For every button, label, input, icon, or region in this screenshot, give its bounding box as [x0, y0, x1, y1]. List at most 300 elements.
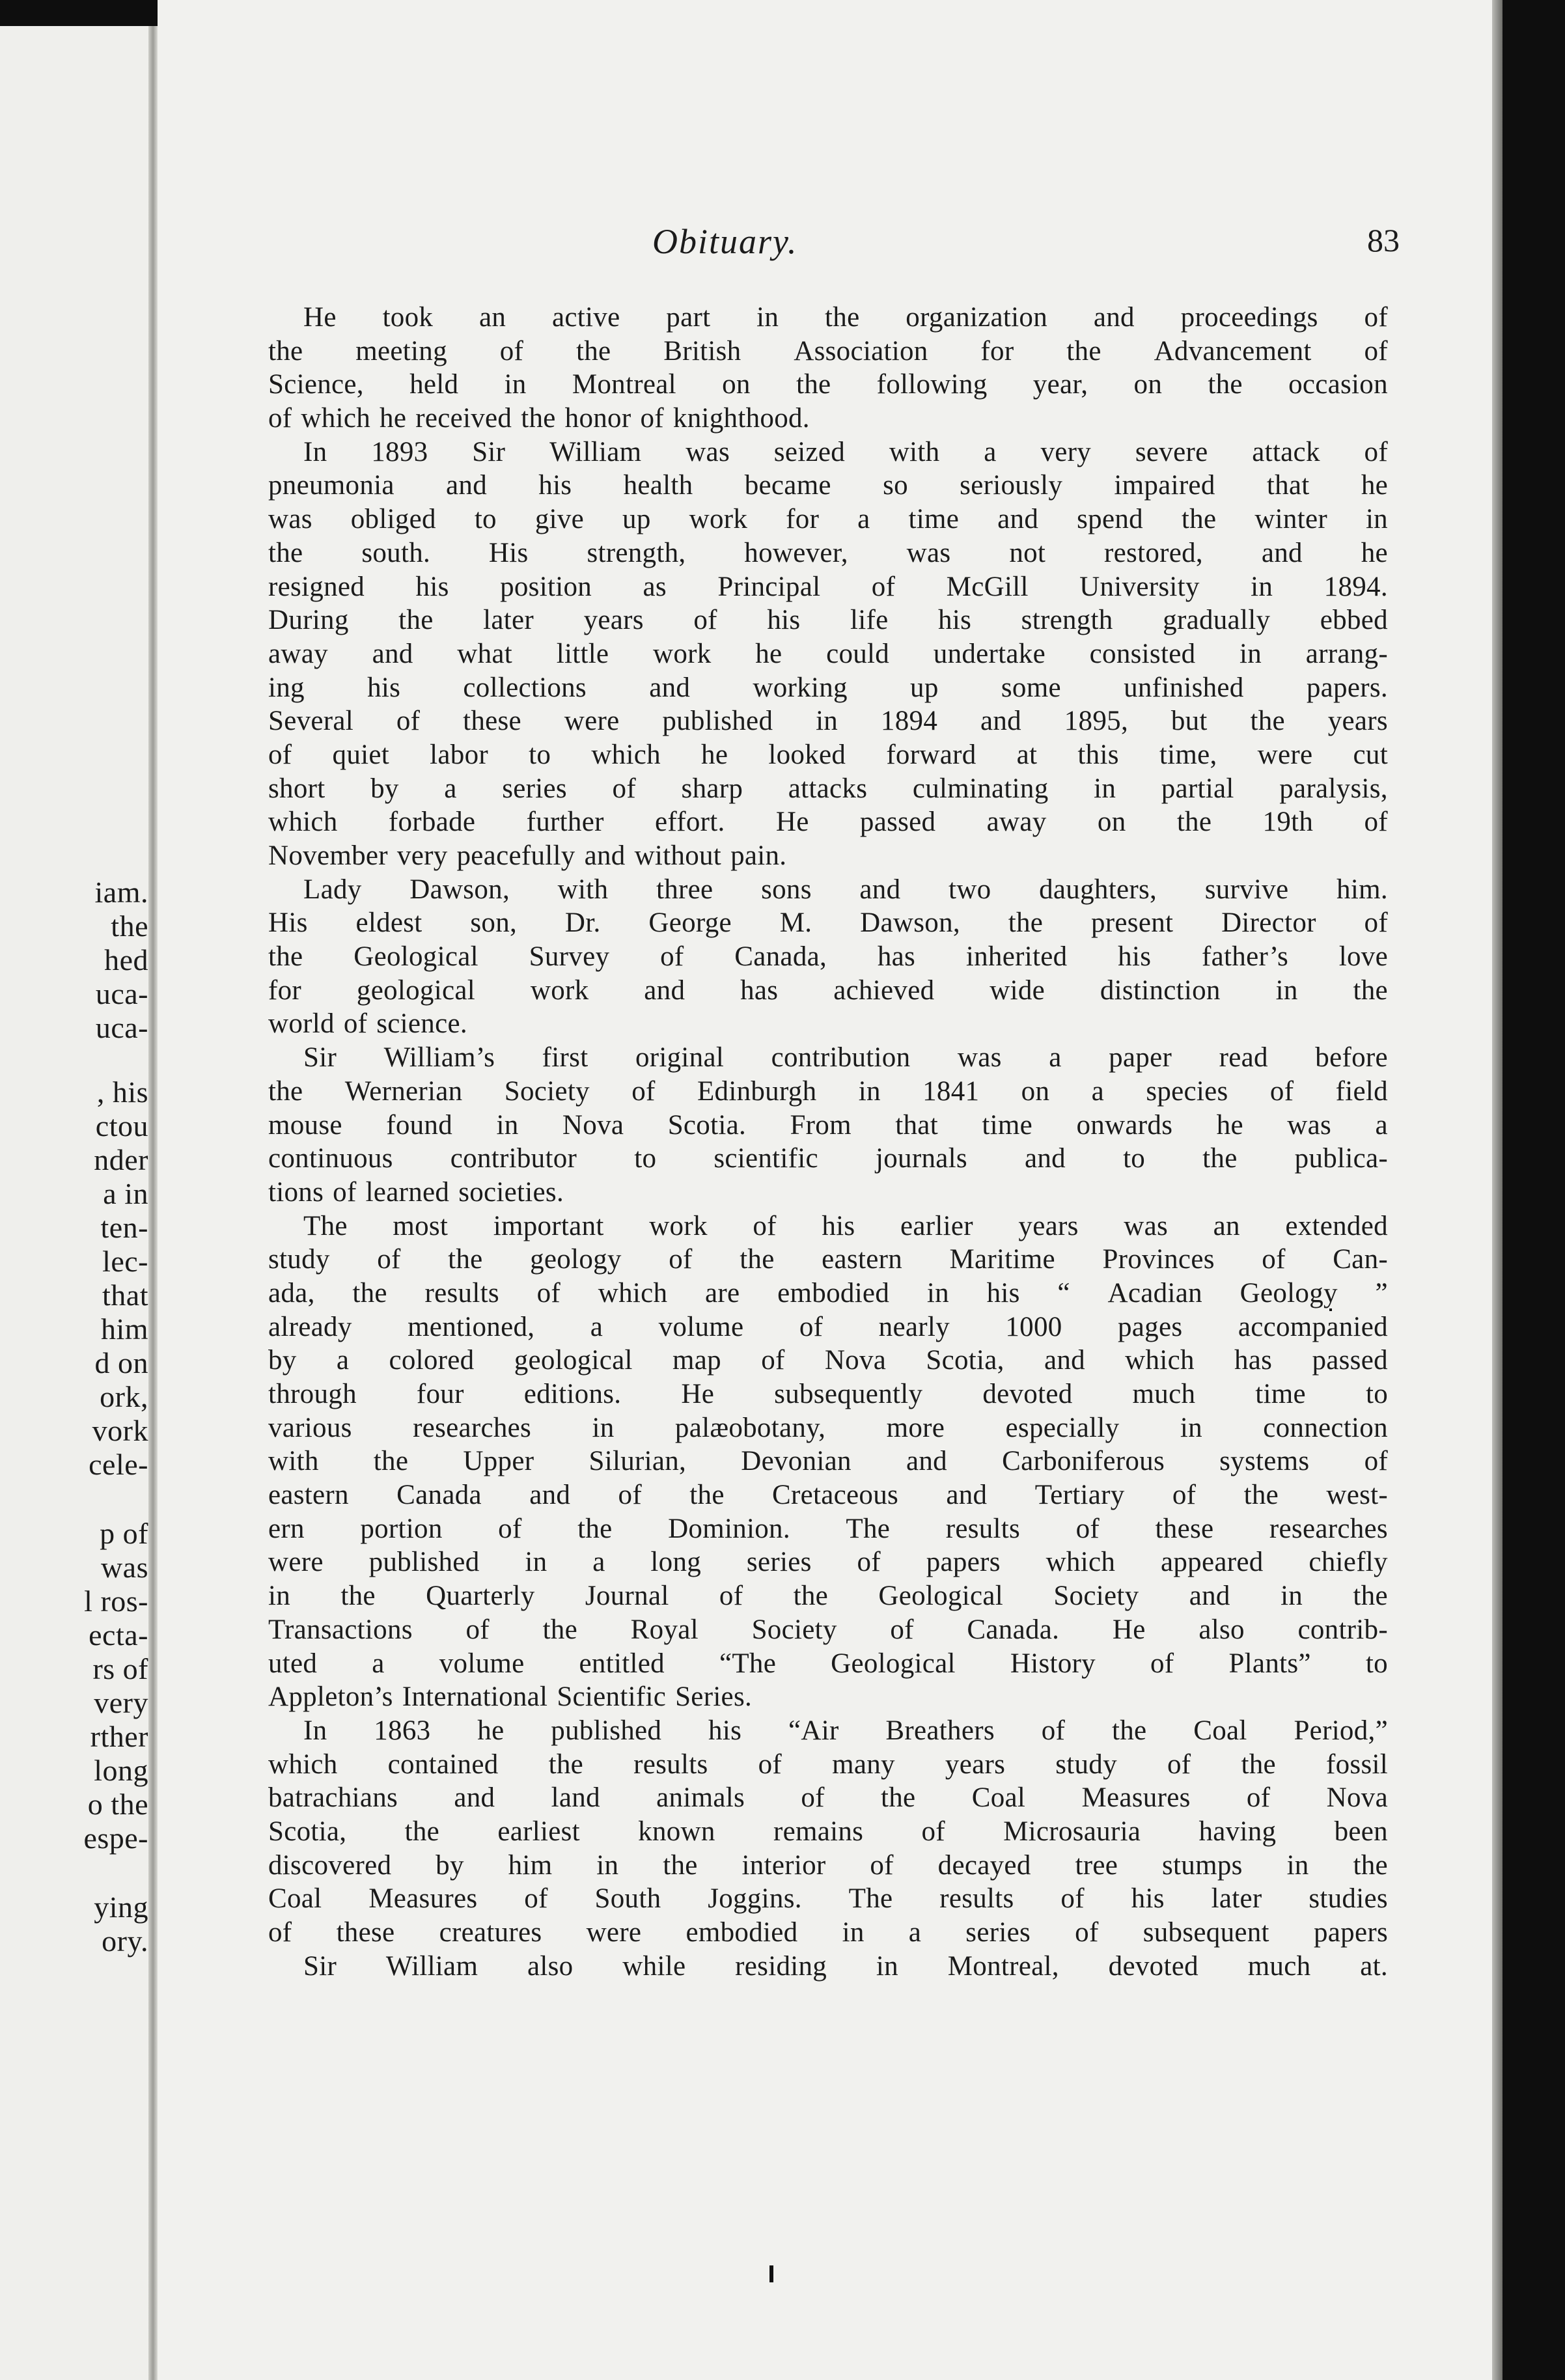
- word: proceedings: [1180, 302, 1318, 333]
- word: papers: [1313, 1917, 1388, 1948]
- text-line: [268, 368, 1388, 402]
- word: the: [740, 1244, 775, 1275]
- word: paralysis,: [1279, 773, 1388, 804]
- word: peacefully: [456, 840, 575, 871]
- text-line: [268, 1142, 1388, 1176]
- word: in: [926, 1277, 949, 1308]
- left-page-fragment: uca-: [95, 1011, 148, 1044]
- word: of: [761, 1345, 785, 1376]
- word: Upper: [463, 1446, 534, 1477]
- word: He: [303, 302, 337, 333]
- word: stumps: [1162, 1849, 1243, 1881]
- word: him.: [1336, 874, 1388, 905]
- word: Tertiary: [1034, 1480, 1125, 1511]
- left-page-fragment: espe-: [83, 1821, 148, 1855]
- word: following: [876, 369, 988, 400]
- word: already: [268, 1311, 352, 1342]
- word: to: [1365, 1379, 1388, 1409]
- word: of: [1269, 1075, 1294, 1107]
- word: he: [1361, 537, 1388, 568]
- word: wide: [990, 975, 1046, 1006]
- word: portion: [360, 1513, 443, 1544]
- word: Coal: [971, 1782, 1026, 1814]
- word: attacks: [788, 773, 868, 804]
- word: many: [832, 1749, 895, 1780]
- word: his: [822, 1210, 855, 1241]
- word: in: [1365, 504, 1388, 535]
- word: the: [268, 537, 303, 568]
- word: knighthood.: [672, 403, 810, 434]
- word: spend: [1077, 504, 1143, 535]
- word: onwards: [1076, 1109, 1173, 1141]
- word: He: [681, 1379, 715, 1409]
- word: series: [502, 773, 567, 804]
- word: the: [825, 302, 860, 333]
- word: In: [303, 436, 327, 467]
- word: results: [633, 1749, 708, 1780]
- word: winter: [1254, 504, 1327, 535]
- word: residing: [735, 1950, 827, 1982]
- word: geological: [514, 1345, 633, 1376]
- text-line: [268, 839, 1388, 873]
- word: and: [372, 638, 413, 669]
- word: also: [1198, 1614, 1245, 1645]
- word: of: [1172, 1480, 1197, 1511]
- word: in: [858, 1075, 881, 1107]
- word: his: [767, 605, 801, 636]
- word: and: [859, 874, 901, 905]
- word: occasion: [1288, 369, 1388, 400]
- word: History: [1010, 1648, 1096, 1679]
- word: on: [1097, 807, 1126, 838]
- word: time,: [1159, 739, 1217, 770]
- word: four: [416, 1379, 464, 1409]
- word: and: [1044, 1345, 1085, 1376]
- word: the: [1353, 1849, 1388, 1881]
- left-page-fragment: ory.: [102, 1924, 148, 1958]
- word: colored: [389, 1345, 475, 1376]
- word: at.: [1360, 1950, 1388, 1982]
- word: From: [790, 1109, 852, 1141]
- word: “Air: [788, 1715, 839, 1746]
- word: the: [521, 403, 556, 434]
- text-line: [268, 1950, 1388, 1984]
- word: eastern: [268, 1480, 349, 1511]
- word: Montreal,: [947, 1950, 1059, 1982]
- word: restored,: [1104, 537, 1203, 568]
- word: a: [1091, 1075, 1104, 1107]
- word: Carboniferous: [1002, 1446, 1165, 1477]
- word: Dominion.: [668, 1513, 790, 1544]
- word: contribution: [771, 1042, 911, 1073]
- text-line: [268, 1545, 1388, 1579]
- word: very: [1040, 436, 1092, 467]
- word: connection: [1263, 1412, 1388, 1443]
- word: earlier: [900, 1210, 973, 1241]
- word: two: [949, 874, 991, 905]
- word: researches: [1269, 1513, 1388, 1544]
- left-page-fragment: ctou: [95, 1109, 148, 1142]
- word: William: [549, 436, 642, 467]
- word: volume: [658, 1311, 744, 1342]
- word: him: [508, 1849, 553, 1881]
- word: was: [906, 537, 951, 568]
- word: eastern: [822, 1244, 902, 1275]
- word: much: [1247, 1950, 1311, 1982]
- word: work: [652, 638, 712, 669]
- page-fold: [148, 26, 158, 2380]
- word: his: [1118, 941, 1152, 973]
- word: so: [883, 470, 908, 501]
- word: a: [857, 504, 870, 535]
- word: Lady: [303, 874, 362, 905]
- word: Devonian: [741, 1446, 852, 1477]
- word: Royal: [630, 1614, 699, 1645]
- word: of: [1262, 1244, 1286, 1275]
- word: Appleton’s: [268, 1681, 393, 1713]
- word: position: [500, 571, 592, 602]
- word: what: [457, 638, 513, 669]
- word: of: [268, 403, 292, 434]
- word: years: [1018, 1210, 1079, 1241]
- text-line: [268, 1243, 1388, 1277]
- word: and: [946, 1480, 988, 1511]
- left-page-fragment: very: [94, 1686, 148, 1719]
- word: His: [488, 537, 529, 568]
- word: inherited: [965, 941, 1068, 973]
- word: first: [542, 1042, 589, 1073]
- word: love: [1338, 941, 1388, 973]
- word: meeting: [355, 335, 447, 367]
- word: George: [648, 907, 732, 939]
- word: “The: [719, 1648, 777, 1679]
- word: strength,: [587, 537, 686, 568]
- word: most: [393, 1210, 449, 1241]
- word: while: [622, 1950, 686, 1982]
- text-line: [268, 1041, 1388, 1075]
- word: the: [268, 335, 303, 367]
- word: little: [556, 638, 609, 669]
- word: the: [352, 1277, 387, 1308]
- word: of: [1246, 1782, 1271, 1814]
- word: Principal: [717, 571, 821, 602]
- word: were: [564, 706, 620, 737]
- word: seriously: [960, 470, 1063, 501]
- word: the: [1202, 1143, 1238, 1174]
- word: for: [786, 504, 820, 535]
- word: devoted: [982, 1379, 1073, 1409]
- page-number: 83: [1367, 222, 1400, 258]
- text-line: [268, 671, 1388, 705]
- left-page-fragment: ten-: [100, 1211, 148, 1244]
- word: up: [622, 504, 651, 535]
- word: without: [634, 840, 722, 871]
- word: volume: [439, 1648, 525, 1679]
- word: found: [386, 1109, 453, 1141]
- word: health: [623, 470, 693, 501]
- word: on: [722, 369, 751, 400]
- word: a: [1375, 1109, 1388, 1141]
- word: Association: [794, 335, 928, 367]
- word: Wernerian: [344, 1075, 463, 1107]
- word: nearly: [878, 1311, 950, 1342]
- word: Survey: [529, 941, 610, 973]
- word: Nova: [824, 1345, 887, 1376]
- word: original: [635, 1042, 725, 1073]
- word: the: [793, 1581, 829, 1612]
- word: could: [826, 638, 890, 669]
- word: seized: [773, 436, 846, 467]
- left-page-fragment: the: [111, 909, 148, 943]
- word: map: [672, 1345, 721, 1376]
- word: and: [1261, 537, 1303, 568]
- text-line: [268, 1478, 1388, 1512]
- word: Society: [504, 1075, 590, 1107]
- word: distinction: [1100, 975, 1221, 1006]
- word: later: [483, 605, 534, 636]
- word: also: [527, 1950, 574, 1982]
- text-line: [268, 974, 1388, 1008]
- text-line: [268, 1849, 1388, 1883]
- word: long: [650, 1547, 702, 1578]
- word: contrib-: [1297, 1614, 1388, 1645]
- word: of: [1364, 436, 1388, 467]
- word: British: [663, 335, 741, 367]
- word: work: [649, 1210, 708, 1241]
- word: Nova: [1326, 1782, 1388, 1814]
- word: Sir: [303, 1950, 337, 1982]
- ink-speck: [769, 2265, 773, 2282]
- word: sharp: [681, 773, 743, 804]
- word: Director: [1221, 907, 1316, 939]
- word: father’s: [1202, 941, 1288, 973]
- word: paper: [1109, 1042, 1172, 1073]
- word: 1895,: [1064, 706, 1128, 737]
- text-line: [268, 637, 1388, 671]
- left-page-fragment: a in: [103, 1177, 148, 1210]
- word: Edinburgh: [697, 1075, 817, 1107]
- word: a: [372, 1648, 385, 1679]
- word: Sir: [303, 1042, 337, 1073]
- word: discovered: [268, 1849, 392, 1881]
- word: Canada,: [734, 941, 827, 973]
- word: of: [536, 1277, 561, 1308]
- word: the: [689, 1480, 725, 1511]
- word: the: [1353, 1581, 1388, 1612]
- word: quiet: [332, 739, 390, 770]
- word: Coal: [268, 1883, 322, 1915]
- word: of: [1075, 1513, 1100, 1544]
- word: of: [1364, 807, 1388, 838]
- word: especially: [1005, 1412, 1120, 1443]
- word: of: [921, 1816, 945, 1847]
- word: present: [1090, 907, 1174, 939]
- word: Silurian,: [589, 1446, 687, 1477]
- word: the: [1241, 1749, 1276, 1780]
- word: he: [1216, 1109, 1243, 1141]
- text-line: [268, 1310, 1388, 1344]
- word: subsequently: [774, 1379, 923, 1409]
- word: an: [479, 302, 506, 333]
- word: by: [268, 1345, 297, 1376]
- word: Transactions: [268, 1614, 413, 1645]
- word: species: [1146, 1075, 1228, 1107]
- word: contained: [387, 1749, 499, 1780]
- word: to: [1365, 1648, 1388, 1679]
- word: a: [590, 1311, 603, 1342]
- word: gradually: [1163, 605, 1271, 636]
- word: was: [268, 504, 312, 535]
- text-line: [268, 1277, 1388, 1310]
- word: a: [908, 1917, 922, 1948]
- word: the: [1008, 907, 1044, 939]
- word: Provinces: [1102, 1244, 1215, 1275]
- word: systems: [1219, 1446, 1310, 1477]
- word: west-: [1326, 1480, 1388, 1511]
- word: The: [303, 1210, 348, 1241]
- word: has: [740, 975, 779, 1006]
- word: with: [268, 1446, 319, 1477]
- word: Several: [268, 706, 354, 737]
- word: 1894: [880, 706, 938, 737]
- word: Montreal: [572, 369, 676, 400]
- word: the: [1243, 1480, 1279, 1511]
- word: honor: [564, 403, 631, 434]
- word: with: [889, 436, 940, 467]
- left-page-fragment: rs of: [92, 1652, 148, 1685]
- text-line: [268, 1411, 1388, 1445]
- word: earliest: [497, 1816, 580, 1847]
- word: which: [1046, 1547, 1116, 1578]
- word: of: [753, 1210, 777, 1241]
- word: Dawson,: [409, 874, 510, 905]
- word: ebbed: [1320, 605, 1388, 636]
- word: South: [594, 1883, 661, 1915]
- word: of: [1167, 1749, 1191, 1780]
- word: in: [504, 369, 527, 400]
- word: in: [1251, 571, 1273, 602]
- word: publica-: [1294, 1143, 1388, 1174]
- word: life: [850, 605, 889, 636]
- text-line: [268, 1377, 1388, 1411]
- word: for: [980, 335, 1014, 367]
- word: in: [1275, 975, 1298, 1006]
- word: world: [268, 1008, 335, 1040]
- word: and: [906, 1446, 947, 1477]
- word: arrang-: [1305, 638, 1388, 669]
- left-page-fragment: o the: [87, 1788, 148, 1821]
- word: in: [1240, 638, 1262, 669]
- word: forward: [886, 739, 976, 770]
- word: of: [871, 571, 896, 602]
- word: results: [424, 1277, 499, 1308]
- word: attack: [1252, 436, 1320, 467]
- word: as: [643, 571, 667, 602]
- word: short: [268, 773, 325, 804]
- word: which: [268, 807, 338, 838]
- word: which: [591, 739, 661, 770]
- word: these: [1155, 1513, 1214, 1544]
- word: a: [444, 773, 457, 804]
- word: of: [640, 403, 664, 434]
- word: active: [552, 302, 620, 333]
- word: became: [744, 470, 831, 501]
- text-line: [268, 1781, 1388, 1815]
- word: Journal: [585, 1581, 669, 1612]
- word: of: [1364, 335, 1388, 367]
- word: unfinished: [1124, 672, 1244, 703]
- word: years: [583, 605, 644, 636]
- left-page-fragment: vork: [92, 1414, 148, 1447]
- book-page: [158, 0, 1492, 2380]
- word: the: [542, 1614, 577, 1645]
- text-line: [268, 1210, 1388, 1243]
- word: the: [1250, 706, 1285, 737]
- word: uted: [268, 1648, 318, 1679]
- word: 1863: [374, 1715, 431, 1746]
- left-page-fragment: ecta-: [89, 1618, 148, 1652]
- word: this: [1077, 739, 1119, 770]
- word: mentioned,: [408, 1311, 535, 1342]
- word: tree: [1075, 1849, 1118, 1881]
- word: of: [870, 1849, 894, 1881]
- word: of: [660, 941, 684, 973]
- word: Plants”: [1228, 1648, 1311, 1679]
- text-line: [268, 1916, 1388, 1950]
- word: and: [584, 840, 626, 871]
- word: Geology: [1240, 1277, 1338, 1308]
- word: in: [1281, 1581, 1303, 1612]
- word: in: [592, 1412, 615, 1443]
- word: of: [1150, 1648, 1174, 1679]
- word: years: [945, 1749, 1006, 1780]
- word: Coal: [1193, 1715, 1247, 1746]
- word: Measures: [368, 1883, 478, 1915]
- word: interior: [741, 1849, 826, 1881]
- word: of: [1060, 1883, 1085, 1915]
- word: series: [746, 1547, 812, 1578]
- word: His: [268, 907, 308, 939]
- text-line: [268, 805, 1388, 839]
- word: that: [1266, 470, 1310, 501]
- text-line: [268, 603, 1388, 637]
- word: of: [1364, 1446, 1388, 1477]
- word: published: [368, 1547, 480, 1578]
- word: son,: [470, 907, 518, 939]
- word: creatures: [439, 1917, 542, 1948]
- word: 19th: [1262, 807, 1314, 838]
- word: achieved: [833, 975, 935, 1006]
- word: in: [1286, 1849, 1309, 1881]
- word: was: [1124, 1210, 1168, 1241]
- word: Geological: [831, 1648, 956, 1679]
- word: his: [367, 672, 401, 703]
- word: to: [634, 1143, 657, 1174]
- text-line: [268, 1882, 1388, 1916]
- word: contributor: [450, 1143, 577, 1174]
- word: at: [1016, 739, 1038, 770]
- word: November: [268, 840, 388, 871]
- word: appeared: [1160, 1547, 1264, 1578]
- word: the: [575, 335, 611, 367]
- word: the: [1066, 335, 1101, 367]
- word: which: [598, 1277, 668, 1308]
- word: Sir: [472, 436, 506, 467]
- left-page-fragment: ying: [94, 1890, 148, 1924]
- text-line: [268, 1613, 1388, 1647]
- word: to: [529, 739, 551, 770]
- word: through: [268, 1379, 357, 1409]
